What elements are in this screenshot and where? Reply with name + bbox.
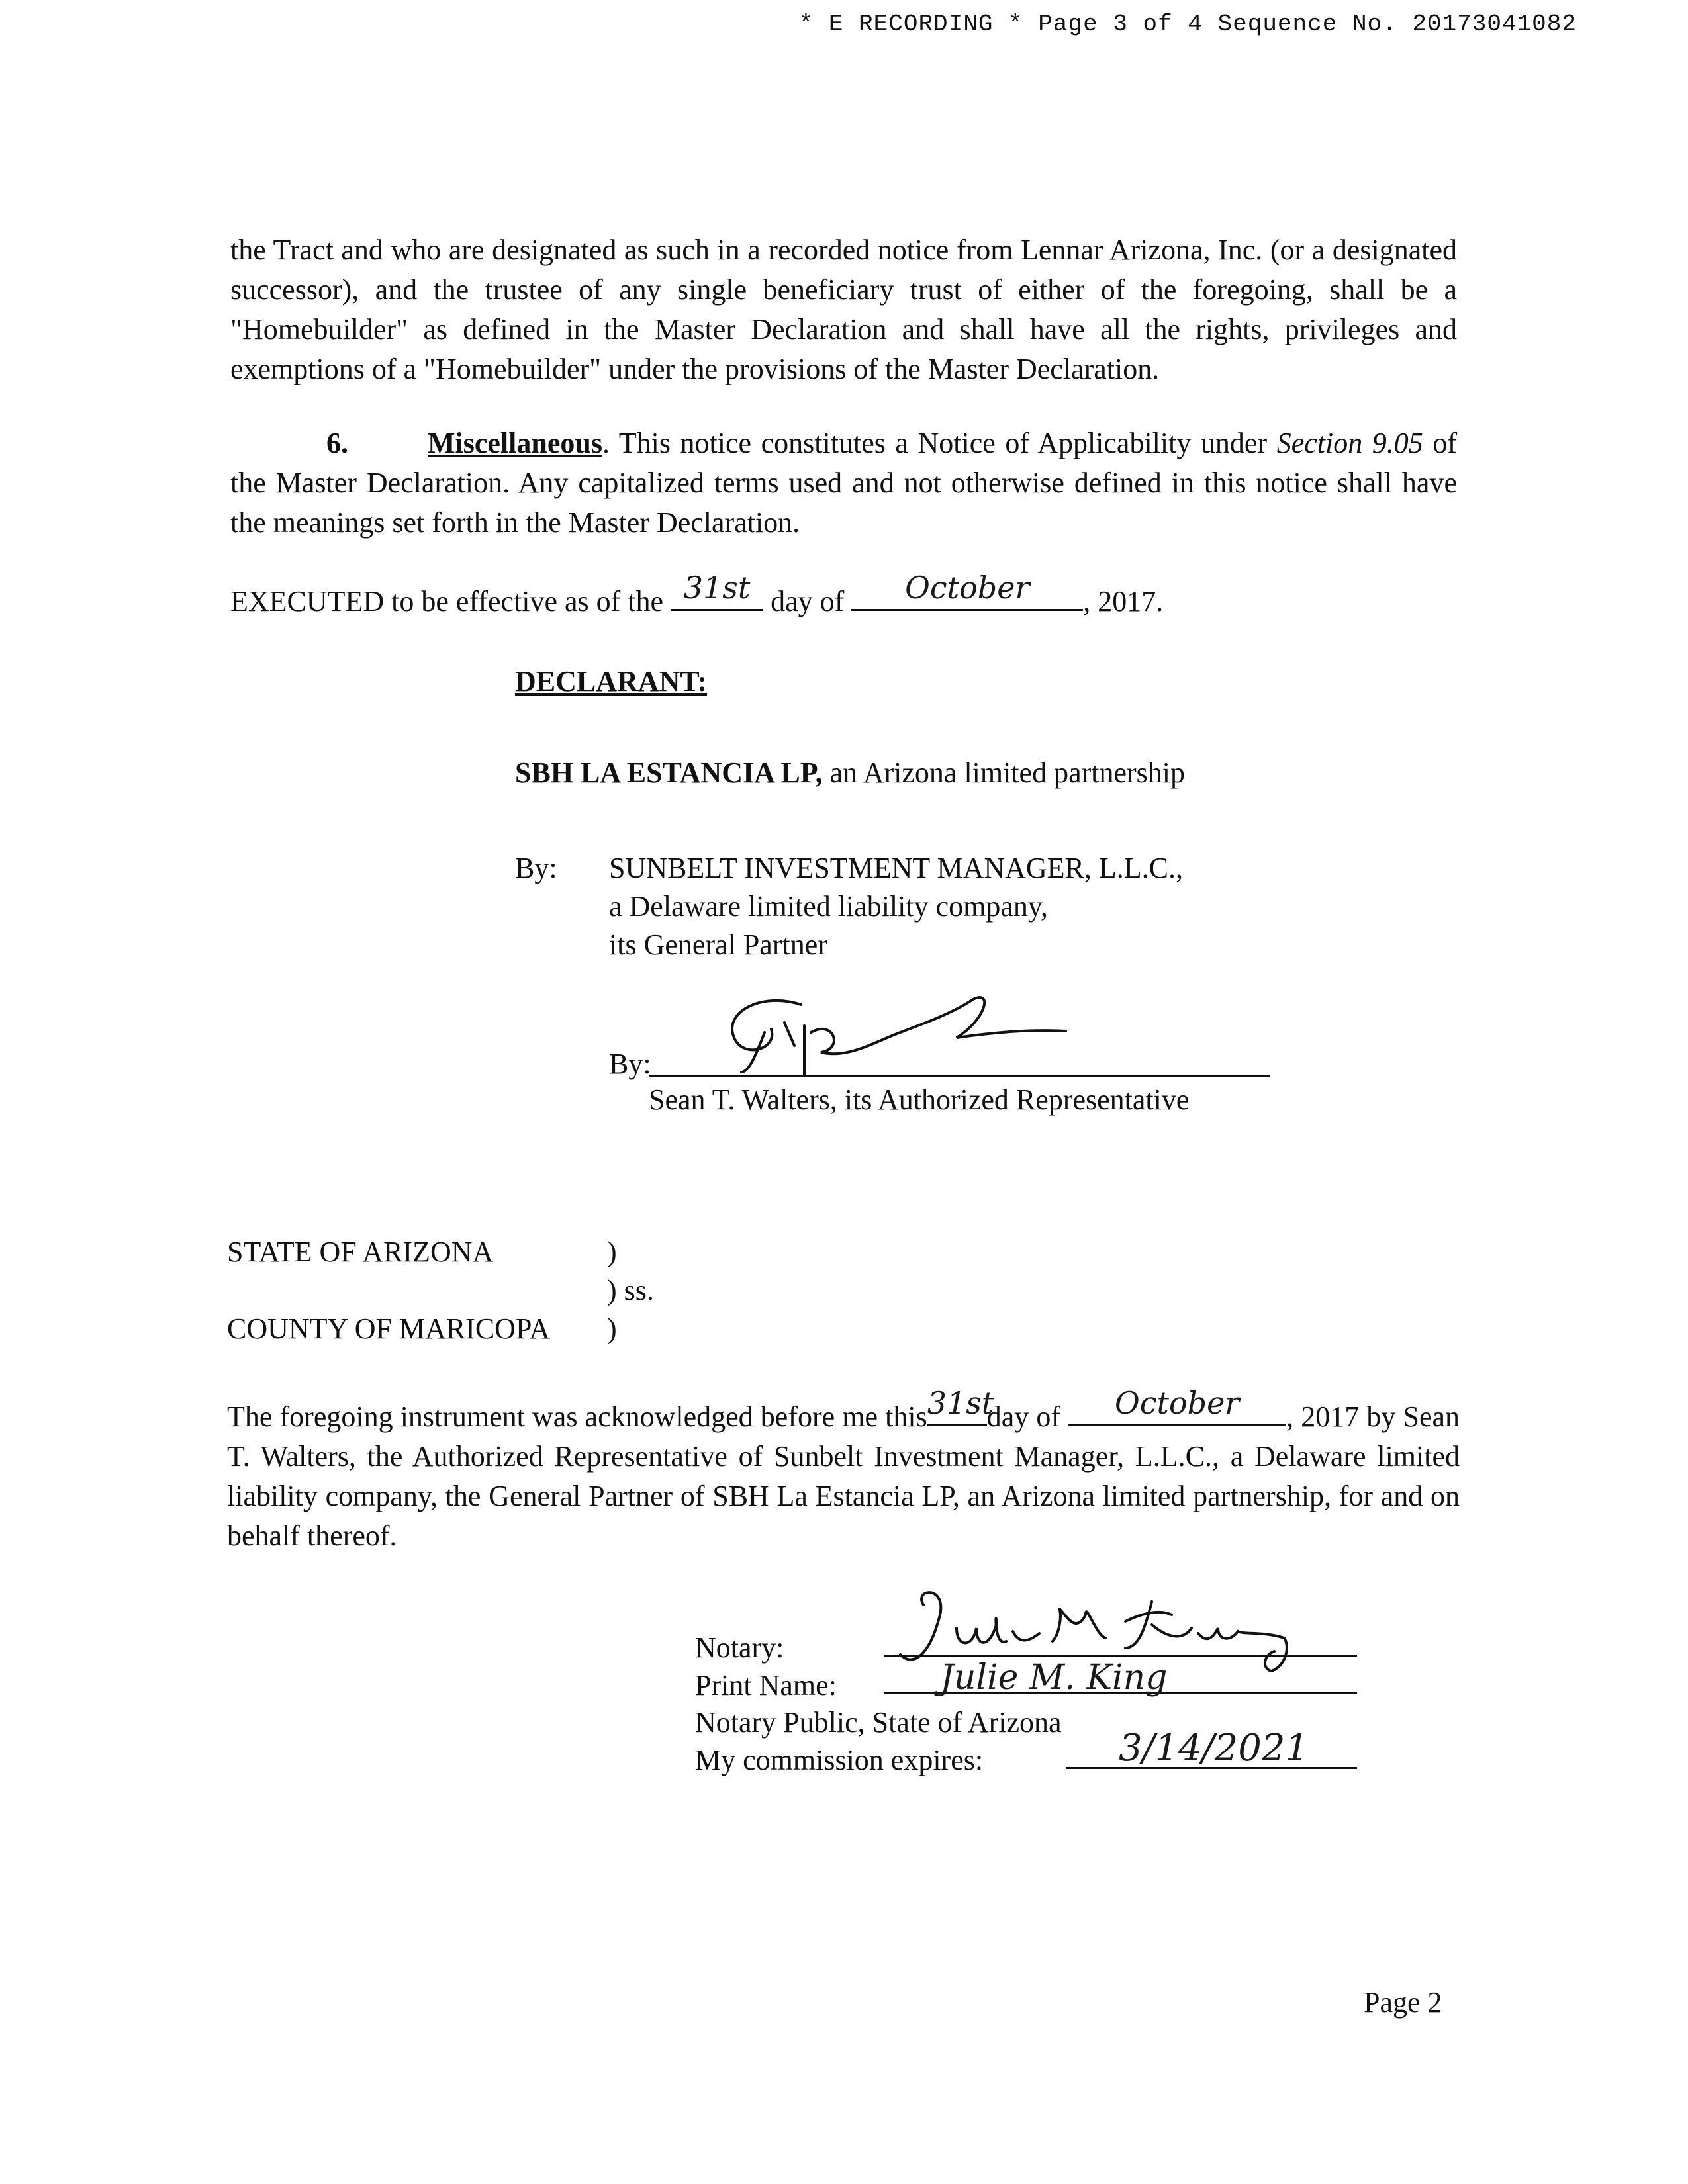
section-reference: Section 9.05 [1276, 427, 1423, 459]
venue-county: COUNTY OF MARICOPA [227, 1312, 551, 1345]
executed-day-handwritten: 31st [683, 570, 751, 606]
ack-year: , 2017 [1286, 1400, 1360, 1433]
continuation-paragraph: the Tract and who are designated as such in a recorded notice from Lennar Arizona, Inc. (or a designated successor), and the trustee of any single beneficiary trust of either of the foregoing, shall be a "Homebuilder" as defined in the Master Declaration and shall have all the rights, privileges and exemptions of a "Homebuilder" under the provisions of the Master Declaration. [230, 234, 1457, 385]
recording-stamp: * E RECORDING * Page 3 of 4 Sequence No. 20173041082 [798, 11, 1577, 38]
ack-rest: by Sean T. Walters, the Authorized Representative of Sunbelt Investment Manager, L.L.C., a Delaware limited liability company, the General Partner of SBH La Estancia LP, an Arizona limited partnership, for and on behalf thereof. [227, 1400, 1460, 1552]
executed-year: , 2017. [1083, 585, 1164, 617]
notary-title: Notary Public, State of Arizona [695, 1706, 1062, 1739]
gp-line-2: a Delaware limited liability company, [609, 890, 1049, 923]
ack-prefix: The foregoing instrument was acknowledged before me this [227, 1400, 927, 1433]
signature-by-label: By: [609, 1048, 651, 1080]
section-number: 6. [326, 427, 348, 459]
notary-label: Notary: [695, 1631, 784, 1664]
declarant-label: DECLARANT: [515, 665, 708, 698]
declarant-entity-desc: an Arizona limited partnership [822, 756, 1186, 789]
commission-label: My commission expires: [695, 1744, 984, 1776]
executed-day-of: day of [771, 585, 845, 617]
by-label: By: [515, 852, 557, 884]
gp-line-3: its General Partner [609, 929, 827, 961]
venue-paren-1: ) [607, 1236, 617, 1268]
executed-prefix: EXECUTED to be effective as of the [230, 585, 664, 617]
executed-month-handwritten: October [905, 570, 1030, 606]
gp-line-1: SUNBELT INVESTMENT MANAGER, L.L.C., [609, 852, 1184, 884]
page-number: Page 2 [1364, 1986, 1442, 2019]
declarant-entity-name: SBH LA ESTANCIA LP, [515, 756, 823, 789]
venue-paren-3: ) [607, 1312, 617, 1345]
ack-day-handwritten: 31st [927, 1385, 994, 1421]
ack-day-of: day of [986, 1400, 1061, 1433]
commission-date-handwritten: 3/14/2021 [1119, 1727, 1309, 1770]
section-text-1: . This notice constitutes a Notice of Applicability under [602, 427, 1277, 459]
venue-state: STATE OF ARIZONA [227, 1236, 494, 1268]
venue-ss: ) ss. [607, 1274, 654, 1306]
section-heading: Miscellaneous [428, 427, 602, 459]
section-text-2: of the Master Declaration. Any capitalized terms used and not otherwise defined in this notice shall have the meanings set forth in the Master Declaration. [230, 427, 1458, 539]
signer-name: Sean T. Walters, its Authorized Representative [649, 1083, 1190, 1116]
print-name-handwritten: Julie M. King [940, 1658, 1168, 1698]
ack-month-handwritten: October [1114, 1385, 1240, 1421]
print-name-label: Print Name: [695, 1669, 837, 1702]
